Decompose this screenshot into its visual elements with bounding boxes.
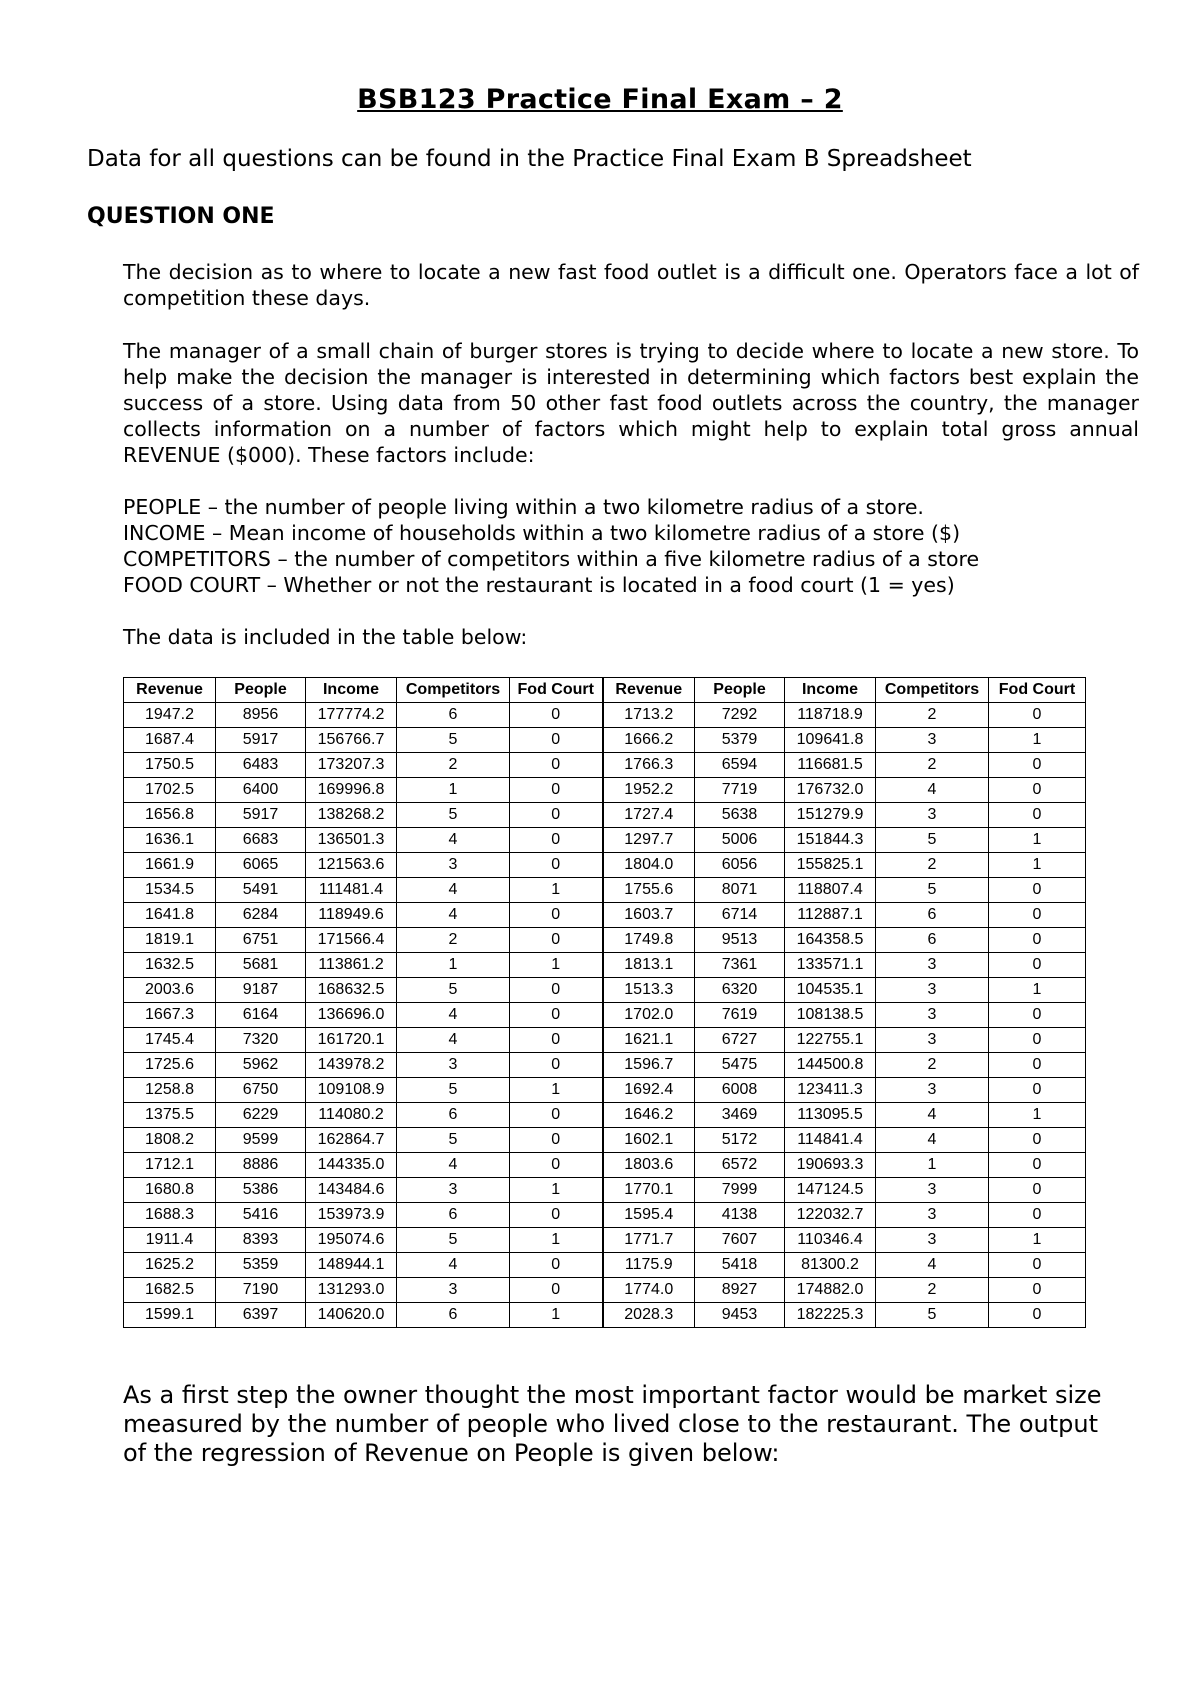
table-cell: 182225.3 — [785, 1303, 876, 1328]
table-cell: 3 — [397, 1053, 510, 1078]
table-cell: 3 — [397, 853, 510, 878]
table-cell: 9599 — [216, 1128, 306, 1153]
table-cell: 0 — [989, 1303, 1086, 1328]
table-cell: 0 — [989, 878, 1086, 903]
table-row — [124, 803, 1086, 828]
table-row — [124, 1103, 1086, 1128]
table-cell: 140620.0 — [306, 1303, 397, 1328]
table-cell: 1755.6 — [603, 878, 695, 903]
table-cell: 5172 — [695, 1128, 785, 1153]
table-cell: 1911.4 — [124, 1228, 216, 1253]
table-cell: 7320 — [216, 1028, 306, 1053]
table-cell: 0 — [989, 928, 1086, 953]
table-cell: 2 — [876, 753, 989, 778]
table-cell: 1641.8 — [124, 903, 216, 928]
table-row — [124, 928, 1086, 953]
table-cell: 174882.0 — [785, 1278, 876, 1303]
table-header-cell: Fod Court — [510, 678, 603, 703]
table-cell: 6284 — [216, 903, 306, 928]
table-cell: 0 — [989, 903, 1086, 928]
table-cell: 155825.1 — [785, 853, 876, 878]
table-cell: 113095.5 — [785, 1103, 876, 1128]
table-row — [124, 1078, 1086, 1103]
table-cell: 0 — [510, 1028, 603, 1053]
table-cell: 1 — [510, 953, 603, 978]
table-cell: 3 — [876, 1228, 989, 1253]
table-cell: 0 — [989, 1153, 1086, 1178]
table-row — [124, 1003, 1086, 1028]
table-header-cell: Competitors — [876, 678, 989, 703]
table-cell: 0 — [989, 1253, 1086, 1278]
table-cell: 0 — [510, 978, 603, 1003]
table-cell: 162864.7 — [306, 1128, 397, 1153]
table-cell: 5379 — [695, 728, 785, 753]
table-cell: 4 — [397, 903, 510, 928]
table-cell: 0 — [510, 778, 603, 803]
table-cell: 5638 — [695, 803, 785, 828]
table-cell: 0 — [510, 703, 603, 728]
intro-text: Data for all questions can be found in the Practice Final Exam B Spreadsheet — [87, 146, 972, 172]
table-cell: 8927 — [695, 1278, 785, 1303]
table-cell: 8886 — [216, 1153, 306, 1178]
table-cell: 7619 — [695, 1003, 785, 1028]
table-cell: 1813.1 — [603, 953, 695, 978]
table-cell: 110346.4 — [785, 1228, 876, 1253]
table-cell: 1632.5 — [124, 953, 216, 978]
table-cell: 143484.6 — [306, 1178, 397, 1203]
table-row — [124, 953, 1086, 978]
table-cell: 1745.4 — [124, 1028, 216, 1053]
table-row — [124, 978, 1086, 1003]
table-cell: 6 — [397, 1103, 510, 1128]
table-row — [124, 828, 1086, 853]
table-cell: 4 — [397, 1028, 510, 1053]
table-cell: 1727.4 — [603, 803, 695, 828]
table-cell: 0 — [989, 1078, 1086, 1103]
factor-people: PEOPLE – the number of people living within a two kilometre radius of a store. — [123, 495, 924, 519]
table-cell: 0 — [989, 1128, 1086, 1153]
table-cell: 161720.1 — [306, 1028, 397, 1053]
page-title: BSB123 Practice Final Exam – 2 — [357, 84, 843, 115]
table-cell: 6572 — [695, 1153, 785, 1178]
table-cell: 1 — [397, 778, 510, 803]
table-cell: 6 — [876, 928, 989, 953]
table-cell: 6164 — [216, 1003, 306, 1028]
table-cell: 0 — [989, 1028, 1086, 1053]
table-cell: 0 — [510, 1128, 603, 1153]
table-cell: 143978.2 — [306, 1053, 397, 1078]
table-cell: 81300.2 — [785, 1253, 876, 1278]
table-cell: 8956 — [216, 703, 306, 728]
table-row — [124, 1128, 1086, 1153]
table-cell: 7719 — [695, 778, 785, 803]
table-cell: 151844.3 — [785, 828, 876, 853]
table-cell: 0 — [989, 1203, 1086, 1228]
table-cell: 1 — [510, 1303, 603, 1328]
table-header-cell: Fod Court — [989, 678, 1086, 703]
table-cell: 1750.5 — [124, 753, 216, 778]
table-cell: 118807.4 — [785, 878, 876, 903]
table-cell: 6594 — [695, 753, 785, 778]
table-cell: 6229 — [216, 1103, 306, 1128]
table-cell: 168632.5 — [306, 978, 397, 1003]
table-cell: 6 — [397, 703, 510, 728]
table-cell: 118718.9 — [785, 703, 876, 728]
table-cell: 1661.9 — [124, 853, 216, 878]
table-cell: 1375.5 — [124, 1103, 216, 1128]
table-cell: 0 — [989, 953, 1086, 978]
table-cell: 0 — [510, 1153, 603, 1178]
table-cell: 153973.9 — [306, 1203, 397, 1228]
table-cell: 0 — [510, 903, 603, 928]
table-cell: 1687.4 — [124, 728, 216, 753]
table-cell: 122755.1 — [785, 1028, 876, 1053]
table-cell: 1702.0 — [603, 1003, 695, 1028]
paragraph-1: The decision as to where to locate a new fast food outlet is a difficult one. Operators face a lot of competition these days. — [123, 260, 1139, 310]
table-row — [124, 1178, 1086, 1203]
table-row — [124, 1053, 1086, 1078]
table-row — [124, 853, 1086, 878]
table-cell: 7999 — [695, 1178, 785, 1203]
table-cell: 1713.2 — [603, 703, 695, 728]
table-cell: 6065 — [216, 853, 306, 878]
table-cell: 108138.5 — [785, 1003, 876, 1028]
table-cell: 123411.3 — [785, 1078, 876, 1103]
table-cell: 9453 — [695, 1303, 785, 1328]
table-cell: 1749.8 — [603, 928, 695, 953]
table-cell: 1692.4 — [603, 1078, 695, 1103]
table-row — [124, 903, 1086, 928]
table-cell: 2 — [876, 853, 989, 878]
table-cell: 6397 — [216, 1303, 306, 1328]
table-cell: 0 — [989, 1003, 1086, 1028]
table-cell: 1534.5 — [124, 878, 216, 903]
table-cell: 1712.1 — [124, 1153, 216, 1178]
table-cell: 3 — [876, 978, 989, 1003]
table-cell: 6320 — [695, 978, 785, 1003]
table-cell: 1774.0 — [603, 1278, 695, 1303]
table-cell: 4 — [397, 878, 510, 903]
table-cell: 122032.7 — [785, 1203, 876, 1228]
table-cell: 0 — [510, 1203, 603, 1228]
table-cell: 8071 — [695, 878, 785, 903]
table-cell: 3 — [876, 1028, 989, 1053]
table-cell: 1646.2 — [603, 1103, 695, 1128]
table-cell: 7361 — [695, 953, 785, 978]
table-cell: 1 — [510, 1228, 603, 1253]
table-cell: 2 — [876, 1278, 989, 1303]
table-cell: 5416 — [216, 1203, 306, 1228]
factor-income: INCOME – Mean income of households within a two kilometre radius of a store ($) — [123, 521, 961, 545]
table-cell: 5475 — [695, 1053, 785, 1078]
table-cell: 114841.4 — [785, 1128, 876, 1153]
table-cell: 1595.4 — [603, 1203, 695, 1228]
factor-competitors: COMPETITORS – the number of competitors within a five kilometre radius of a store — [123, 547, 980, 571]
table-cell: 195074.6 — [306, 1228, 397, 1253]
table-cell: 3 — [397, 1278, 510, 1303]
table-cell: 7607 — [695, 1228, 785, 1253]
table-cell: 1636.1 — [124, 828, 216, 853]
table-cell: 1808.2 — [124, 1128, 216, 1153]
table-cell: 0 — [510, 1053, 603, 1078]
table-cell: 0 — [510, 928, 603, 953]
table-row — [124, 1303, 1086, 1328]
table-cell: 7292 — [695, 703, 785, 728]
table-row — [124, 1203, 1086, 1228]
table-cell: 177774.2 — [306, 703, 397, 728]
table-cell: 3469 — [695, 1103, 785, 1128]
table-cell: 1621.1 — [603, 1028, 695, 1053]
table-cell: 5 — [397, 1228, 510, 1253]
table-cell: 1625.2 — [124, 1253, 216, 1278]
table-cell: 6750 — [216, 1078, 306, 1103]
table-cell: 111481.4 — [306, 878, 397, 903]
table-cell: 5917 — [216, 803, 306, 828]
table-cell: 164358.5 — [785, 928, 876, 953]
table-cell: 2 — [876, 1053, 989, 1078]
paragraph-2: The manager of a small chain of burger stores is trying to decide where to locate a new store. To help make the decision the manager is interested in determining which factors best explain the success of a store. Using data from 50 other fast food outlets across the country, the manager collects information on a number of factors which might help to explain total gross annual REVENUE ($000). These factors include: — [123, 339, 1139, 467]
table-cell: 1680.8 — [124, 1178, 216, 1203]
table-cell: 9513 — [695, 928, 785, 953]
table-cell: 6008 — [695, 1078, 785, 1103]
table-cell: 144500.8 — [785, 1053, 876, 1078]
table-header-cell: Income — [785, 678, 876, 703]
table-cell: 9187 — [216, 978, 306, 1003]
table-cell: 4 — [397, 1253, 510, 1278]
table-cell: 0 — [989, 753, 1086, 778]
factor-food-court: FOOD COURT – Whether or not the restaurant is located in a food court (1 = yes) — [123, 573, 955, 597]
table-cell: 1 — [397, 953, 510, 978]
table-cell: 0 — [510, 1003, 603, 1028]
table-cell: 0 — [510, 1103, 603, 1128]
table-cell: 2028.3 — [603, 1303, 695, 1328]
table-cell: 1803.6 — [603, 1153, 695, 1178]
table-cell: 0 — [510, 853, 603, 878]
table-cell: 1175.9 — [603, 1253, 695, 1278]
table-cell: 2 — [397, 753, 510, 778]
table-cell: 112887.1 — [785, 903, 876, 928]
table-cell: 4 — [876, 1128, 989, 1153]
table-row — [124, 1153, 1086, 1178]
table-cell: 1 — [989, 1103, 1086, 1128]
table-intro: The data is included in the table below: — [123, 625, 528, 649]
table-cell: 1770.1 — [603, 1178, 695, 1203]
table-cell: 176732.0 — [785, 778, 876, 803]
table-cell: 2 — [397, 928, 510, 953]
table-cell: 6056 — [695, 853, 785, 878]
table-cell: 5681 — [216, 953, 306, 978]
table-cell: 2 — [876, 703, 989, 728]
table-cell: 1 — [989, 1228, 1086, 1253]
table-cell: 6 — [876, 903, 989, 928]
table-cell: 138268.2 — [306, 803, 397, 828]
table-cell: 1297.7 — [603, 828, 695, 853]
table-cell: 148944.1 — [306, 1253, 397, 1278]
table-cell: 5 — [876, 878, 989, 903]
table-cell: 4138 — [695, 1203, 785, 1228]
table-cell: 169996.8 — [306, 778, 397, 803]
table-cell: 4 — [876, 1253, 989, 1278]
table-cell: 6683 — [216, 828, 306, 853]
table-cell: 0 — [989, 1053, 1086, 1078]
table-cell: 3 — [876, 1203, 989, 1228]
table-cell: 1656.8 — [124, 803, 216, 828]
table-header-row — [124, 678, 1086, 703]
table-cell: 5 — [397, 1078, 510, 1103]
table-row — [124, 728, 1086, 753]
table-cell: 5006 — [695, 828, 785, 853]
table-cell: 118949.6 — [306, 903, 397, 928]
table-header-cell: Revenue — [124, 678, 216, 703]
table-cell: 5386 — [216, 1178, 306, 1203]
table-cell: 4 — [876, 1103, 989, 1128]
table-cell: 147124.5 — [785, 1178, 876, 1203]
table-cell: 6400 — [216, 778, 306, 803]
table-cell: 6727 — [695, 1028, 785, 1053]
table-cell: 104535.1 — [785, 978, 876, 1003]
table-cell: 1952.2 — [603, 778, 695, 803]
table-cell: 3 — [397, 1178, 510, 1203]
table-header-cell: Competitors — [397, 678, 510, 703]
table-cell: 5 — [876, 828, 989, 853]
table-cell: 4 — [397, 1003, 510, 1028]
table-cell: 4 — [876, 778, 989, 803]
table-cell: 1 — [989, 728, 1086, 753]
table-cell: 3 — [876, 728, 989, 753]
table-cell: 1666.2 — [603, 728, 695, 753]
table-cell: 6483 — [216, 753, 306, 778]
table-row — [124, 1278, 1086, 1303]
table-cell: 1771.7 — [603, 1228, 695, 1253]
table-cell: 1602.1 — [603, 1128, 695, 1153]
table-cell: 190693.3 — [785, 1153, 876, 1178]
table-row — [124, 778, 1086, 803]
table-cell: 109641.8 — [785, 728, 876, 753]
table-cell: 3 — [876, 1178, 989, 1203]
table-cell: 1725.6 — [124, 1053, 216, 1078]
table-cell: 8393 — [216, 1228, 306, 1253]
table-cell: 1258.8 — [124, 1078, 216, 1103]
table-cell: 5491 — [216, 878, 306, 903]
table-cell: 1819.1 — [124, 928, 216, 953]
table-cell: 5418 — [695, 1253, 785, 1278]
table-cell: 1599.1 — [124, 1303, 216, 1328]
table-cell: 0 — [989, 703, 1086, 728]
table-header-cell: People — [695, 678, 785, 703]
table-cell: 0 — [510, 753, 603, 778]
table-row — [124, 703, 1086, 728]
table-cell: 1 — [510, 1078, 603, 1103]
table-cell: 5 — [397, 1128, 510, 1153]
table-row — [124, 1253, 1086, 1278]
table-cell: 0 — [989, 1178, 1086, 1203]
table-cell: 131293.0 — [306, 1278, 397, 1303]
table-cell: 5 — [397, 803, 510, 828]
table-cell: 5359 — [216, 1253, 306, 1278]
table-cell: 6751 — [216, 928, 306, 953]
factors-list — [123, 494, 1139, 598]
table-cell: 114080.2 — [306, 1103, 397, 1128]
table-cell: 0 — [510, 1278, 603, 1303]
table-header-cell: People — [216, 678, 306, 703]
question-heading: QUESTION ONE — [87, 204, 275, 229]
table-cell: 3 — [876, 1078, 989, 1103]
table-cell: 5 — [876, 1303, 989, 1328]
table-cell: 0 — [510, 828, 603, 853]
table-cell: 6 — [397, 1203, 510, 1228]
table-cell: 5 — [397, 978, 510, 1003]
table-cell: 5962 — [216, 1053, 306, 1078]
data-table — [123, 677, 1086, 1328]
table-cell: 1603.7 — [603, 903, 695, 928]
table-cell: 3 — [876, 1003, 989, 1028]
table-cell: 7190 — [216, 1278, 306, 1303]
table-cell: 3 — [876, 803, 989, 828]
table-cell: 1 — [989, 828, 1086, 853]
table-cell: 1766.3 — [603, 753, 695, 778]
table-cell: 1688.3 — [124, 1203, 216, 1228]
table-cell: 136501.3 — [306, 828, 397, 853]
table-cell: 1 — [510, 878, 603, 903]
table-header-cell: Revenue — [603, 678, 695, 703]
table-cell: 156766.7 — [306, 728, 397, 753]
table-cell: 113861.2 — [306, 953, 397, 978]
table-header-cell: Income — [306, 678, 397, 703]
table-cell: 0 — [989, 803, 1086, 828]
table-cell: 133571.1 — [785, 953, 876, 978]
table-cell: 109108.9 — [306, 1078, 397, 1103]
table-cell: 1667.3 — [124, 1003, 216, 1028]
table-cell: 116681.5 — [785, 753, 876, 778]
table-cell: 1947.2 — [124, 703, 216, 728]
table-cell: 136696.0 — [306, 1003, 397, 1028]
table-cell: 1513.3 — [603, 978, 695, 1003]
table-cell: 171566.4 — [306, 928, 397, 953]
table-cell: 121563.6 — [306, 853, 397, 878]
table-cell: 0 — [510, 803, 603, 828]
table-cell: 4 — [397, 1153, 510, 1178]
table-cell: 0 — [989, 778, 1086, 803]
table-row — [124, 1028, 1086, 1053]
table-cell: 0 — [989, 1278, 1086, 1303]
table-cell: 1 — [989, 853, 1086, 878]
table-cell: 1702.5 — [124, 778, 216, 803]
table-cell: 1 — [510, 1178, 603, 1203]
table-cell: 151279.9 — [785, 803, 876, 828]
table-cell: 6714 — [695, 903, 785, 928]
table-row — [124, 753, 1086, 778]
table-cell: 0 — [510, 1253, 603, 1278]
table-cell: 0 — [510, 728, 603, 753]
table-cell: 5 — [397, 728, 510, 753]
table-cell: 1596.7 — [603, 1053, 695, 1078]
table-cell: 173207.3 — [306, 753, 397, 778]
table-cell: 4 — [397, 828, 510, 853]
table-cell: 144335.0 — [306, 1153, 397, 1178]
table-cell: 1804.0 — [603, 853, 695, 878]
table-cell: 1 — [989, 978, 1086, 1003]
closing-paragraph: As a first step the owner thought the most important factor would be market size measured by the number of people who lived close to the restaurant. The output of the regression of Revenue on People is given below: — [123, 1381, 1102, 1467]
table-row — [124, 1228, 1086, 1253]
table-cell: 2003.6 — [124, 978, 216, 1003]
table-cell: 6 — [397, 1303, 510, 1328]
table-cell: 3 — [876, 953, 989, 978]
table-cell: 1682.5 — [124, 1278, 216, 1303]
table-cell: 1 — [876, 1153, 989, 1178]
table-cell: 5917 — [216, 728, 306, 753]
table-row — [124, 878, 1086, 903]
